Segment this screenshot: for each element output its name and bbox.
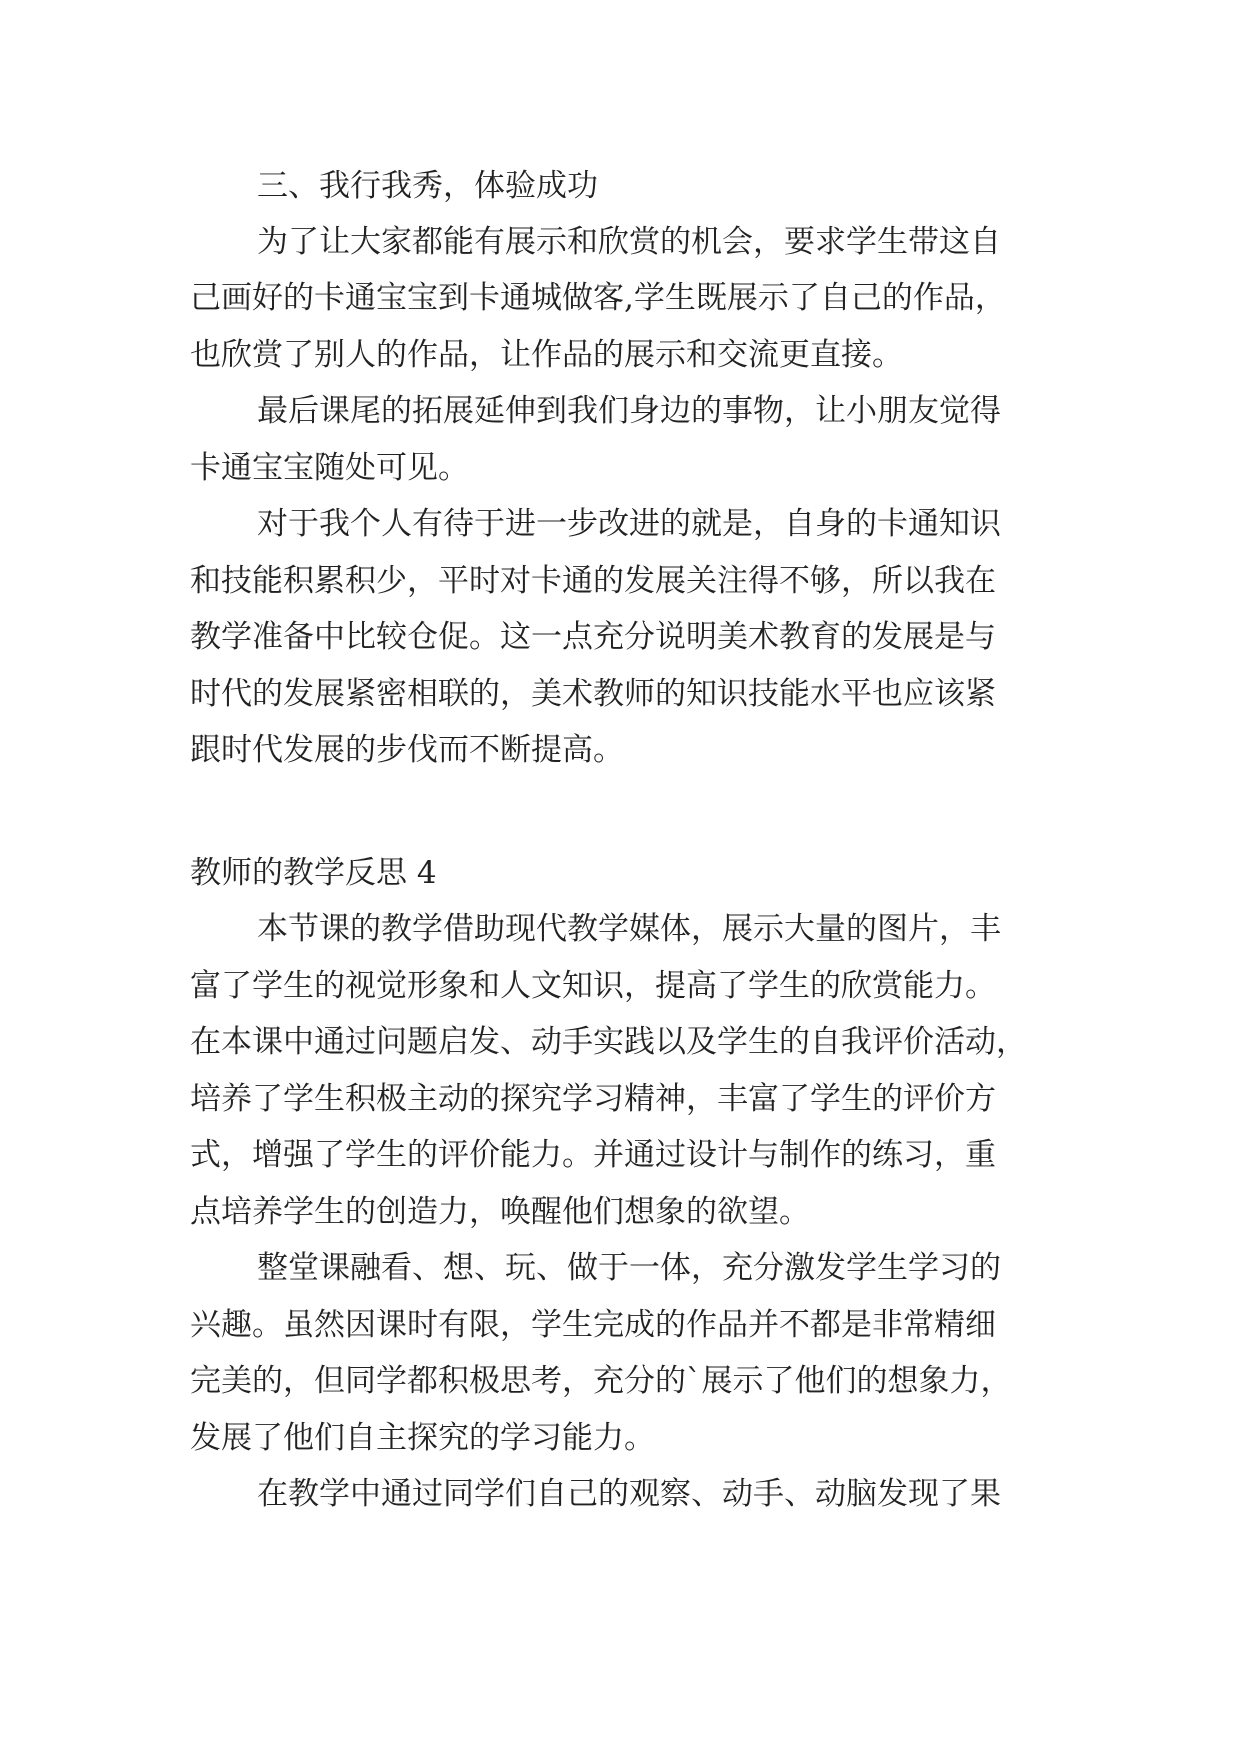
paragraph-line: 时代的发展紧密相联的，美术教师的知识技能水平也应该紧 xyxy=(190,676,996,712)
paragraph-line: 整堂课融看、想、玩、做于一体，充分激发学生学习的 xyxy=(257,1250,1001,1286)
paragraph-line: 富了学生的视觉形象和人文知识，提高了学生的欣赏能力。 xyxy=(190,968,996,1004)
reflection-title: 教师的教学反思 4 xyxy=(190,855,437,891)
paragraph-line: 也欣赏了别人的作品，让作品的展示和交流更直接。 xyxy=(190,337,903,373)
paragraph-line: 卡通宝宝随处可见。 xyxy=(190,450,469,486)
paragraph-line: 教学准备中比较仓促。这一点充分说明美术教育的发展是与 xyxy=(190,619,996,655)
paragraph-line: 完美的，但同学都积极思考，充分的`展示了他们的想象力， xyxy=(190,1363,1012,1399)
paragraph-line: 对于我个人有待于进一步改进的就是，自身的卡通知识 xyxy=(257,506,1001,542)
paragraph-line: 在教学中通过同学们自己的观察、动手、动脑发现了果 xyxy=(257,1476,1001,1512)
paragraph-line: 培养了学生积极主动的探究学习精神，丰富了学生的评价方 xyxy=(190,1081,996,1117)
paragraph-line: 己画好的卡通宝宝到卡通城做客,学生既展示了自己的作品， xyxy=(190,280,1006,316)
paragraph-line: 最后课尾的拓展延伸到我们身边的事物，让小朋友觉得 xyxy=(257,393,1001,429)
paragraph-line: 发展了他们自主探究的学习能力。 xyxy=(190,1420,655,1456)
paragraph-line: 兴趣。虽然因课时有限，学生完成的作品并不都是非常精细 xyxy=(190,1307,996,1343)
paragraph-line: 点培养学生的创造力，唤醒他们想象的欲望。 xyxy=(190,1194,810,1230)
paragraph-line: 和技能积累积少，平时对卡通的发展关注得不够，所以我在 xyxy=(190,563,996,599)
paragraph-line: 跟时代发展的步伐而不断提高。 xyxy=(190,732,624,768)
paragraph-line: 本节课的教学借助现代教学媒体，展示大量的图片，丰 xyxy=(257,911,1001,947)
section-heading: 三、我行我秀，体验成功 xyxy=(257,168,598,204)
paragraph-line: 式，增强了学生的评价能力。并通过设计与制作的练习，重 xyxy=(190,1137,996,1173)
paragraph-line: 在本课中通过问题启发、动手实践以及学生的自我评价活动， xyxy=(190,1024,1027,1060)
paragraph-line: 为了让大家都能有展示和欣赏的机会，要求学生带这自 xyxy=(257,224,1001,260)
